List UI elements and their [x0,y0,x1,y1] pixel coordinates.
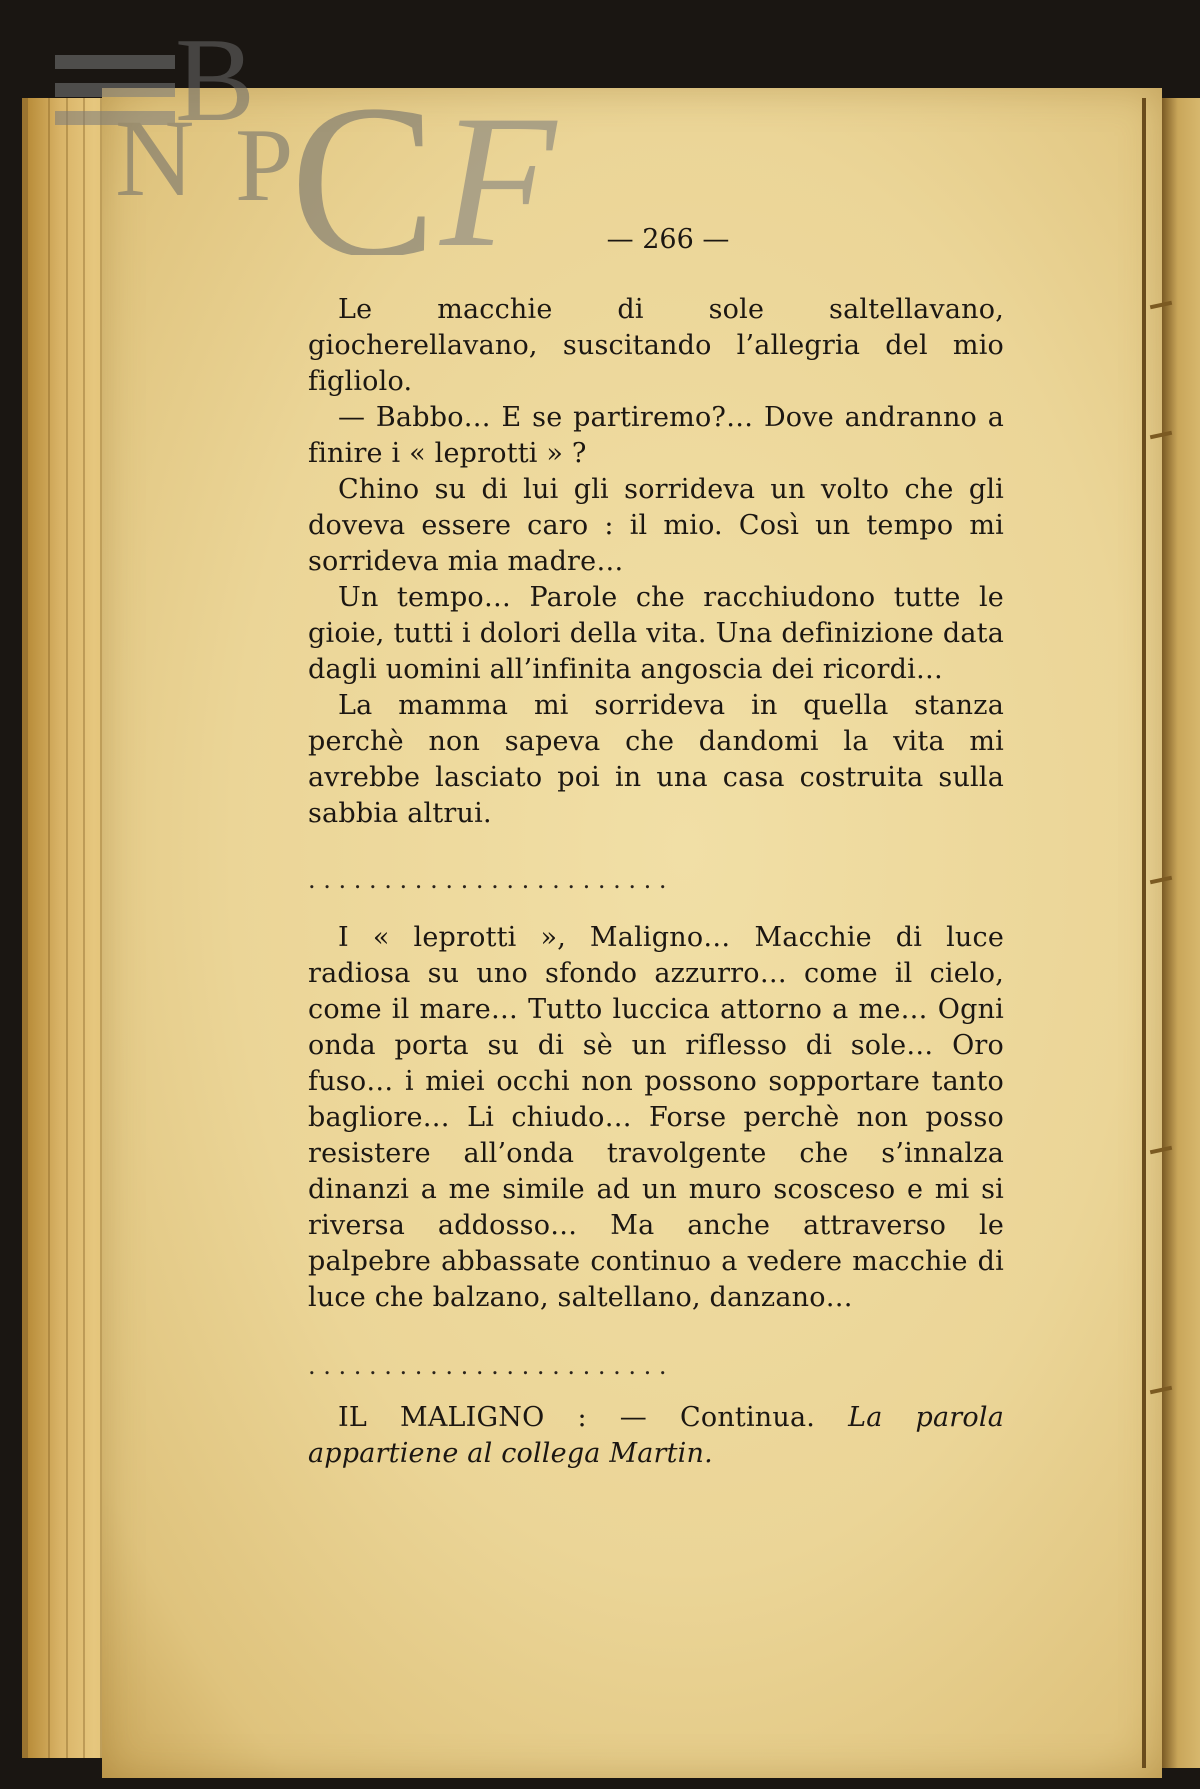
svg-text:F: F [440,77,557,255]
paragraph: La mamma mi sorrideva in quella stanza perchè non sapeva che dandomi la vita mi avrebbe lasciato poi in una casa costruita sulla sabbia altrui. [308,690,1004,829]
library-watermark-logo [50,25,610,255]
speaker-name: IL MALIGNO : [338,1402,587,1433]
section-separator: . . . . . . . . . . . . . . . . . . . . . . . . [308,866,667,894]
gutter [1142,98,1146,1768]
section-one-text [308,292,1004,832]
paragraph: — Babbo… E se partiremo?… Dove andranno a finire i « leprotti » ? [308,402,1004,469]
paragraph: I « leprotti », Maligno… Macchie di luce radiosa su uno sfondo azzurro… come il cielo, come il mare… Tutto luccica attorno a me… Ogni onda porta su di sè un riflesso di sole… Oro fuso… i miei occhi non possono sopportare tanto bagliore… Li chiudo… Forse perchè non posso resistere all’onda travolgente che s’innalza dinanzi a me simile ad un muro scosceso e mi si riversa addosso… Ma anche attraverso le palpebre abbassate continuo a vedere macchie di luce che balzano, saltellano, danzano… [308,922,1004,1313]
paragraph: Chino su di lui gli sorrideva un volto che gli doveva essere caro : il mio. Così un tempo mi sorrideva mia madre… [308,474,1004,577]
svg-text:B: B [175,25,256,146]
facing-page-edge [1162,98,1200,1768]
svg-text:N: N [115,97,195,219]
paragraph: Le macchie di sole saltellavano, giocherellavano, suscitando l’allegria del mio figliolo. [308,294,1004,397]
paragraph [308,1400,1004,1472]
dialogue: — Continua. [619,1402,816,1433]
svg-text:P: P [235,106,294,223]
paragraph: Un tempo… Parole che racchiudono tutte le gioie, tutti i dolori della vita. Una definizione data dagli uomini all’infinita angoscia dei ricordi… [308,582,1004,685]
watermark-icon [50,25,610,255]
svg-text:C: C [290,59,437,255]
section-separator: . . . . . . . . . . . . . . . . . . . . . . . . [308,1352,667,1380]
section-two-text [308,920,1004,1316]
stage-direction: La parola appartiene al collega Martin. [308,1402,1004,1469]
closing-line [308,1400,1004,1472]
page-number: — 266 — [606,224,730,255]
